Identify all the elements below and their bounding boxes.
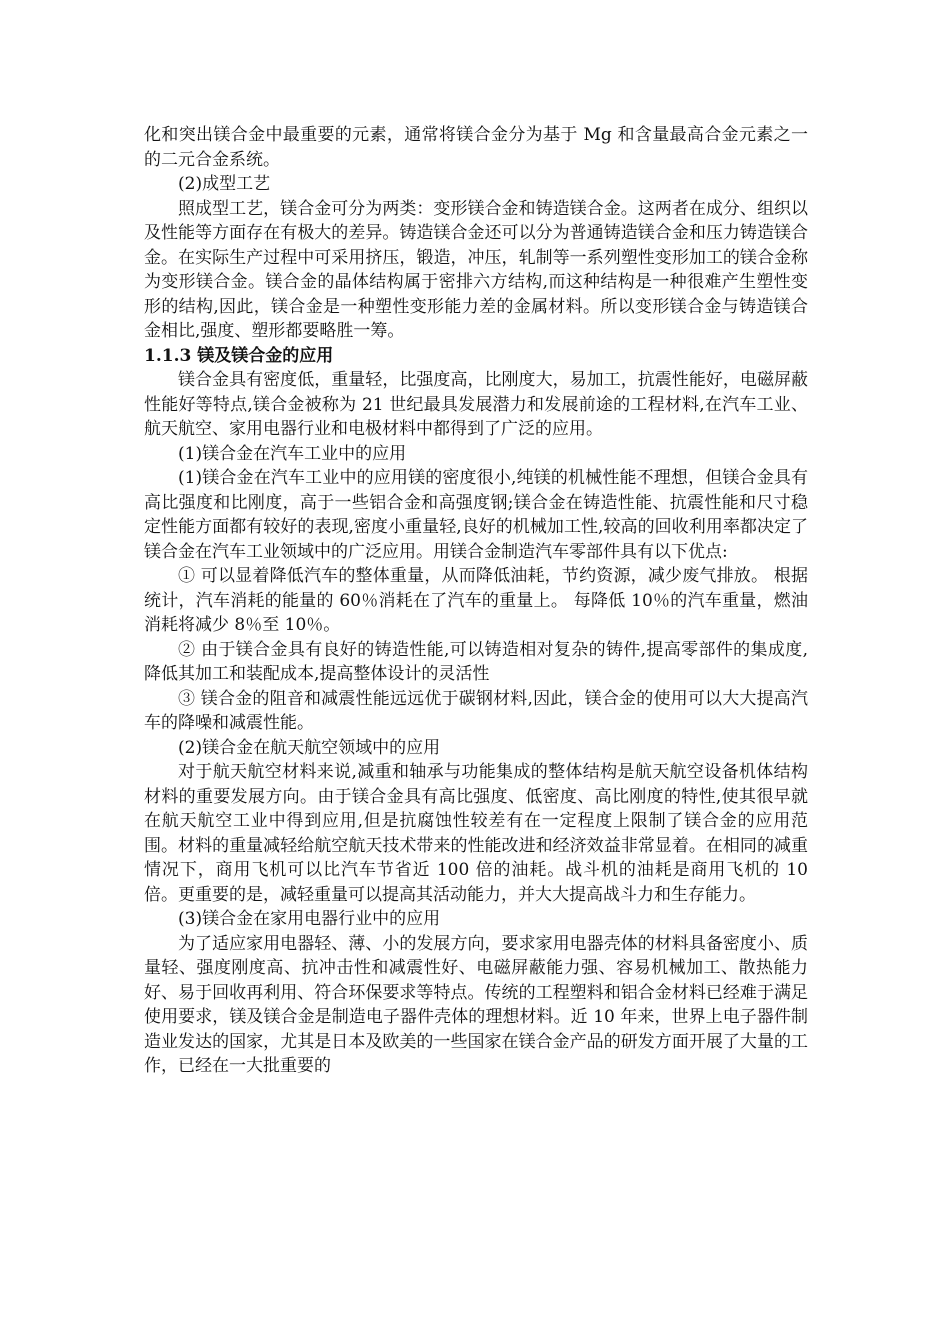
paragraph-alloy-classification: 化和突出镁合金中最重要的元素，通常将镁合金分为基于 Mg 和含量最高合金元素之一的二元合金系统。 [144,125,808,170]
section-heading-applications: 1.1.3 镁及镁合金的应用 [144,345,334,366]
document-page [144,123,808,1079]
list-item-advantage-2: ② 由于镁合金具有良好的铸造性能,可以铸造相对复杂的铸件,提高零部件的集成度,降低其加工和装配成本,提高整体设计的灵活性 [144,639,808,684]
paragraph-home-appliances: 为了适应家用电器轻、薄、小的发展方向，要求家用电器壳体的材料具备密度小、质量轻、强度刚度高、抗冲击性和减震性好、电磁屏蔽能力强、容易机械加工、散热能力好、易于回收再利用、符合环保要求等特点。传统的工程塑料和铝合金材料已经难于满足使用要求，镁及镁合金是制造电子器件壳体的理想材料。近 10 年来，世界上电子器件制造业发达的国家，尤其是日本及欧美的一些国家在镁合金产品的研发方面开展了大量的工作，已经在一大批重要的 [144,933,808,1076]
subheading-home-appliances: (3)镁合金在家用电器行业中的应用 [178,909,441,929]
list-item-advantage-3: ③ 镁合金的阻音和减震性能远远优于碳钢材料,因此，镁合金的使用可以大大提高汽车的降噪和减震性能。 [144,688,808,733]
paragraph-automotive: (1)镁合金在汽车工业中的应用镁的密度很小,纯镁的机械性能不理想，但镁合金具有高比强度和比刚度，高于一些铝合金和高强度钢;镁合金在铸造性能、抗震性能和尺寸稳定性能方面都有较好的表现,密度小重量轻,良好的机械加工性,较高的回收利用率都决定了镁合金在汽车工业领域中的广泛应用。用镁合金制造汽车零部件具有以下优点: [144,468,808,562]
subheading-forming-process: (2)成型工艺 [178,174,271,194]
paragraph-forming-process: 照成型工艺，镁合金可分为两类：变形镁合金和铸造镁合金。这两者在成分、组织以及性能等方面存在有极大的差异。铸造镁合金还可以分为普通铸造镁合金和压力铸造镁合金。在实际生产过程中可采用挤压，锻造，冲压，轧制等一系列塑性变形加工的镁合金称为变形镁合金。镁合金的晶体结构属于密排六方结构,而这种结构是一种很难产生塑性变形的结构,因此，镁合金是一种塑性变形能力差的金属材料。所以变形镁合金与铸造镁合金相比,强度、塑形都要略胜一筹。 [144,198,808,341]
subheading-automotive: (1)镁合金在汽车工业中的应用 [178,443,407,464]
paragraph-aerospace: 对于航天航空材料来说,减重和轴承与功能集成的整体结构是航天航空设备机体结构材料的重要发展方向。由于镁合金具有高比强度、低密度、高比刚度的特性,使其很早就在航天航空工业中得到应用,但是抗腐蚀性较差有在一定程度上限制了镁合金的应用范围。材料的重量减轻给航空航天技术带来的性能改进和经济效益非常显着。在相同的减重情况下，商用飞机可以比汽车节省近 100 倍的油耗。战斗机的油耗是商用飞机的 10 倍。更重要的是，减轻重量可以提高其活动能力，并大大提高战斗力和生存能力。 [144,762,808,905]
subheading-aerospace: (2)镁合金在航天航空领域中的应用 [178,737,441,758]
paragraph-applications-intro: 镁合金具有密度低，重量轻，比强度高，比刚度大，易加工，抗震性能好，电磁屏蔽性能好等特点,镁合金被称为 21 世纪最具发展潜力和发展前途的工程材料,在汽车工业、航天航空、家用电器行业和电极材料中都得到了广泛的应用。 [144,370,808,439]
list-item-advantage-1: ① 可以显着降低汽车的整体重量，从而降低油耗，节约资源，减少废气排放。 根据统计，汽车消耗的能量的 60％消耗在了汽车的重量上。 每降低 10％的汽车重量，燃油消耗将减少 8％至 10％。 [144,566,808,635]
